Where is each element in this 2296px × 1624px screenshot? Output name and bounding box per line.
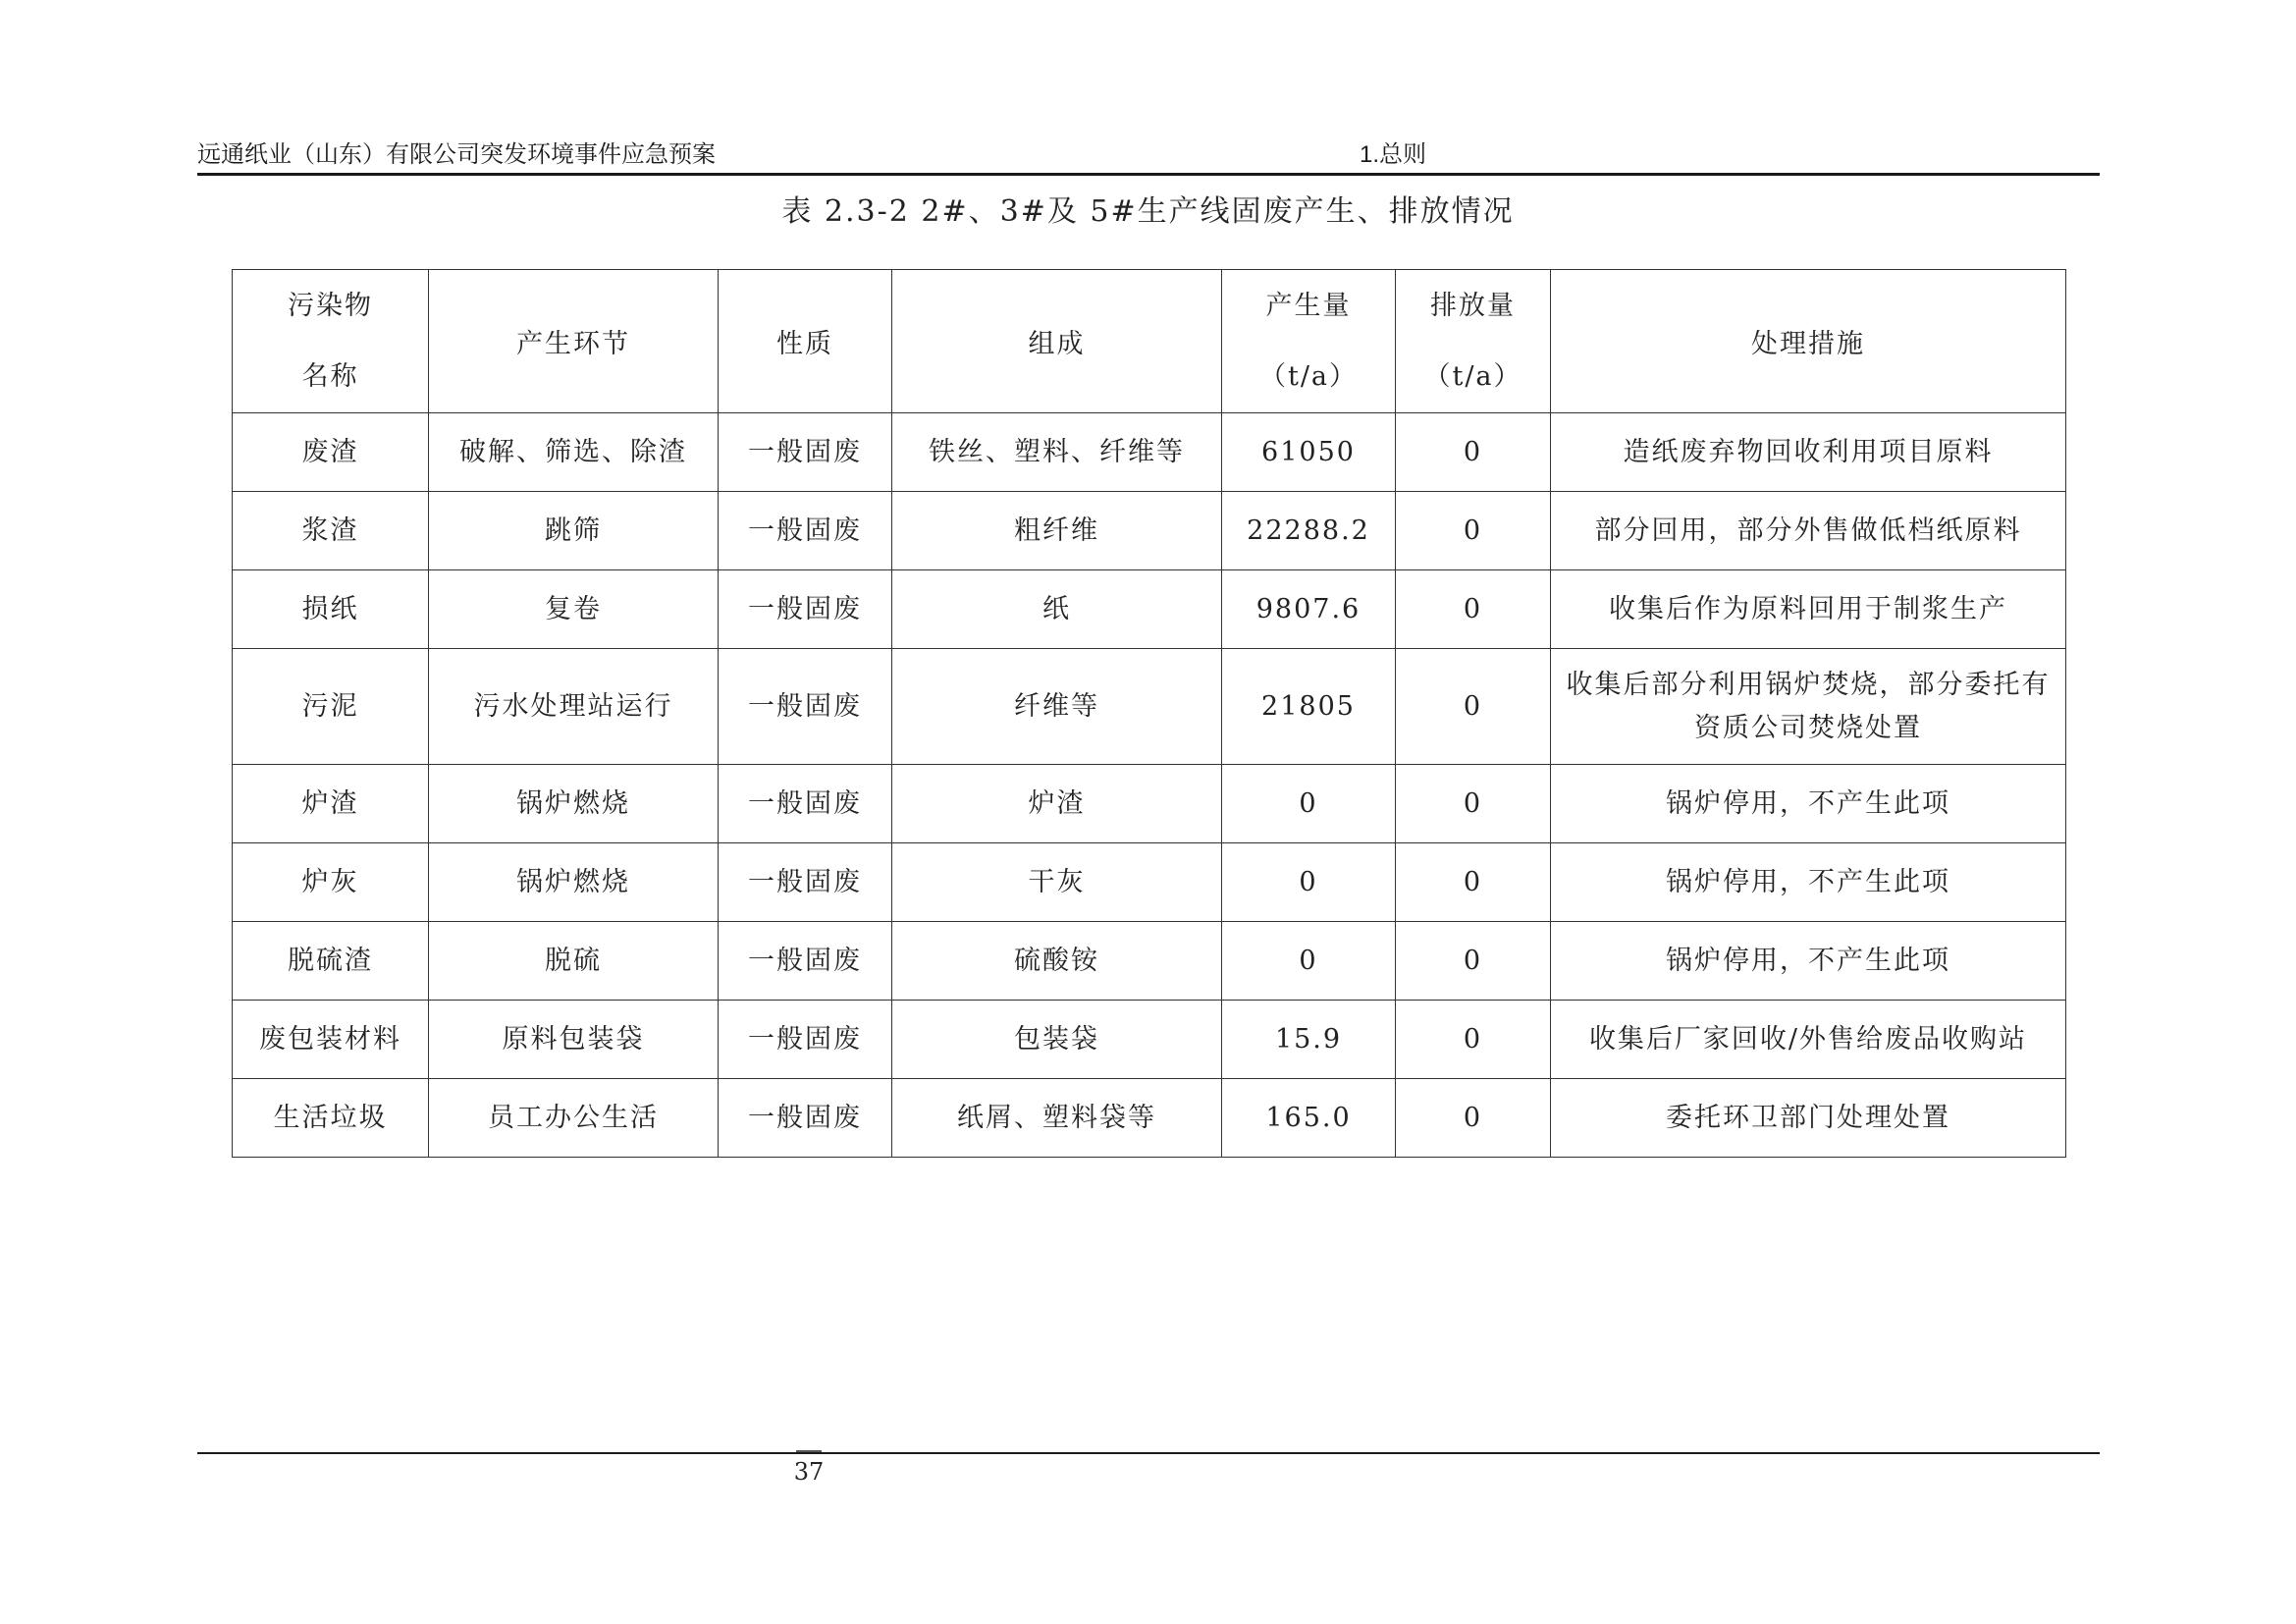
cell-stage: 锅炉燃烧 — [429, 765, 719, 843]
cell-treatment: 委托环卫部门处理处置 — [1551, 1079, 2066, 1158]
header-pollutant-name — [233, 270, 429, 413]
cell-name: 废包装材料 — [233, 1001, 429, 1079]
cell-name: 炉渣 — [233, 765, 429, 843]
cell-composition: 纸屑、塑料袋等 — [892, 1079, 1222, 1158]
cell-composition: 包装袋 — [892, 1001, 1222, 1079]
cell-composition: 干灰 — [892, 843, 1222, 922]
header-pollutant-line1: 污染物 — [288, 290, 373, 321]
cell-stage: 脱硫 — [429, 922, 719, 1001]
cell-composition: 铁丝、塑料、纤维等 — [892, 413, 1222, 492]
cell-name: 污泥 — [233, 649, 429, 765]
cell-discharge: 0 — [1396, 649, 1551, 765]
cell-stage: 复卷 — [429, 570, 719, 649]
table-row — [233, 649, 2066, 765]
table-header-row — [233, 270, 2066, 413]
table-row — [233, 413, 2066, 492]
header-generation-line1: 产生量 — [1265, 290, 1352, 321]
cell-stage: 污水处理站运行 — [429, 649, 719, 765]
cell-nature: 一般固废 — [719, 492, 892, 570]
header-generation — [1222, 270, 1396, 413]
cell-nature: 一般固废 — [719, 843, 892, 922]
cell-nature: 一般固废 — [719, 649, 892, 765]
cell-composition: 硫酸铵 — [892, 922, 1222, 1001]
cell-nature: 一般固废 — [719, 570, 892, 649]
cell-generation: 15.9 — [1222, 1001, 1396, 1079]
cell-nature: 一般固废 — [719, 413, 892, 492]
cell-composition: 炉渣 — [892, 765, 1222, 843]
cell-nature: 一般固废 — [719, 1079, 892, 1158]
header-discharge — [1396, 270, 1551, 413]
table-row — [233, 765, 2066, 843]
table-caption: 表 2.3-2 2#、3#及 5#生产线固废产生、排放情况 — [781, 194, 1515, 229]
cell-name: 废渣 — [233, 413, 429, 492]
cell-treatment: 收集后作为原料回用于制浆生产 — [1551, 570, 2066, 649]
cell-nature: 一般固废 — [719, 765, 892, 843]
table-row — [233, 492, 2066, 570]
cell-stage: 跳筛 — [429, 492, 719, 570]
table-row — [233, 843, 2066, 922]
cell-generation: 21805 — [1222, 649, 1396, 765]
cell-discharge: 0 — [1396, 570, 1551, 649]
header-generation-line2: （t/a） — [1258, 360, 1359, 392]
cell-discharge: 0 — [1396, 1001, 1551, 1079]
cell-name: 炉灰 — [233, 843, 429, 922]
page-number-mark — [796, 1450, 822, 1452]
cell-name: 脱硫渣 — [233, 922, 429, 1001]
cell-name: 生活垃圾 — [233, 1079, 429, 1158]
cell-generation: 0 — [1222, 922, 1396, 1001]
table-row — [233, 1001, 2066, 1079]
cell-treatment: 锅炉停用，不产生此项 — [1551, 843, 2066, 922]
cell-treatment: 造纸废弃物回收利用项目原料 — [1551, 413, 2066, 492]
cell-discharge: 0 — [1396, 492, 1551, 570]
cell-stage: 员工办公生活 — [429, 1079, 719, 1158]
cell-composition: 纤维等 — [892, 649, 1222, 765]
footer-divider — [197, 1452, 2100, 1454]
table-row — [233, 1079, 2066, 1158]
header-discharge-line2: （t/a） — [1423, 360, 1522, 392]
cell-stage: 原料包装袋 — [429, 1001, 719, 1079]
header-discharge-line1: 排放量 — [1430, 290, 1516, 321]
header-divider — [197, 173, 2100, 176]
cell-treatment: 锅炉停用，不产生此项 — [1551, 922, 2066, 1001]
cell-composition: 纸 — [892, 570, 1222, 649]
cell-nature: 一般固废 — [719, 922, 892, 1001]
cell-treatment-line2: 资质公司焚烧处置 — [1694, 712, 1922, 743]
running-header-section: 1.总则 — [1360, 141, 1427, 168]
cell-treatment-line1: 收集后部分利用锅炉焚烧，部分委托有 — [1566, 669, 2051, 700]
cell-treatment: 收集后厂家回收/外售给废品收购站 — [1551, 1001, 2066, 1079]
cell-generation: 0 — [1222, 843, 1396, 922]
header-treatment: 处理措施 — [1551, 270, 2066, 413]
cell-discharge: 0 — [1396, 1079, 1551, 1158]
cell-discharge: 0 — [1396, 765, 1551, 843]
cell-generation: 61050 — [1222, 413, 1396, 492]
cell-treatment — [1551, 649, 2066, 765]
cell-name: 浆渣 — [233, 492, 429, 570]
cell-stage: 锅炉燃烧 — [429, 843, 719, 922]
cell-discharge: 0 — [1396, 413, 1551, 492]
cell-name: 损纸 — [233, 570, 429, 649]
cell-stage: 破解、筛选、除渣 — [429, 413, 719, 492]
running-header-title: 远通纸业（山东）有限公司突发环境事件应急预案 — [197, 141, 716, 168]
table-row — [233, 570, 2066, 649]
header-composition: 组成 — [892, 270, 1222, 413]
cell-discharge: 0 — [1396, 843, 1551, 922]
header-pollutant-line2: 名称 — [301, 360, 359, 392]
cell-discharge: 0 — [1396, 922, 1551, 1001]
cell-treatment: 锅炉停用，不产生此项 — [1551, 765, 2066, 843]
header-stage: 产生环节 — [429, 270, 719, 413]
cell-composition: 粗纤维 — [892, 492, 1222, 570]
cell-generation: 22288.2 — [1222, 492, 1396, 570]
header-nature: 性质 — [719, 270, 892, 413]
cell-generation: 0 — [1222, 765, 1396, 843]
cell-generation: 165.0 — [1222, 1079, 1396, 1158]
cell-treatment: 部分回用，部分外售做低档纸原料 — [1551, 492, 2066, 570]
cell-generation: 9807.6 — [1222, 570, 1396, 649]
solid-waste-table — [232, 269, 2066, 1158]
page-number: 37 — [793, 1458, 825, 1486]
table-row — [233, 922, 2066, 1001]
cell-nature: 一般固废 — [719, 1001, 892, 1079]
